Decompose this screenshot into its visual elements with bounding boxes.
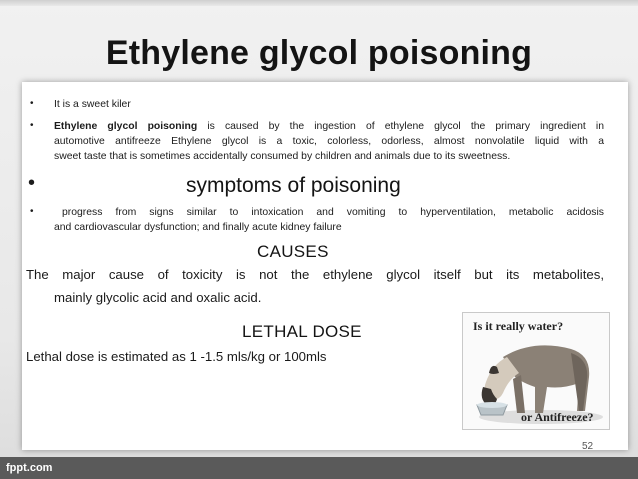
dog-antifreeze-photo: [462, 312, 610, 430]
top-edge-decoration: [0, 0, 638, 6]
bullet-marker: •: [30, 98, 34, 109]
footer-brand: fppt.com: [6, 462, 53, 474]
lethal-dose-heading: LETHAL DOSE: [242, 322, 362, 341]
lethal-dose-text: Lethal dose is estimated as 1 -1.5 mls/kg or 100mls: [26, 349, 327, 364]
causes-heading: CAUSES: [257, 242, 329, 261]
footer-bar: [0, 457, 638, 479]
symptoms-heading: symptoms of poisoning: [186, 174, 401, 197]
symptoms-line-1: progress from signs similar to intoxication and vomiting to hyperventilation, metabolic acidosis: [62, 207, 604, 218]
slide-title: Ethylene glycol poisoning: [105, 34, 533, 72]
bullet-ethylene-line-3: sweet taste that is sometimes accidentally consumed by children and animals due to its sweetness.: [54, 151, 511, 162]
page-number: 52: [582, 441, 594, 452]
bullet-ethylene-line-1-rest: is caused by the ingestion of ethylene glycol the primary ingredient in: [197, 121, 605, 132]
photo-caption-bottom: or Antifreeze?: [521, 410, 594, 424]
bullet-marker: •: [30, 206, 34, 217]
bullet-text-sweet-killer: It is a sweet kiler: [54, 99, 131, 110]
bullet-marker-large: •: [28, 172, 36, 194]
bullet-marker: •: [30, 120, 34, 131]
causes-line-2: mainly glycolic acid and oxalic acid.: [54, 290, 262, 305]
bullet-ethylene-line-2: automotive antifreeze Ethylene glycol is a toxic, colorless, odorless, almost nonvolatile liquid with a: [54, 136, 604, 147]
bold-term: Ethylene glycol poisoning: [54, 121, 198, 132]
causes-line-1: The major cause of toxicity is not the ethylene glycol itself but its metabolites,: [26, 267, 604, 282]
bullet-ethylene-line-1: [54, 119, 604, 134]
photo-caption-top: Is it really water?: [473, 319, 564, 333]
symptoms-line-2: and cardiovascular dysfunction; and finally acute kidney failure: [54, 222, 342, 233]
